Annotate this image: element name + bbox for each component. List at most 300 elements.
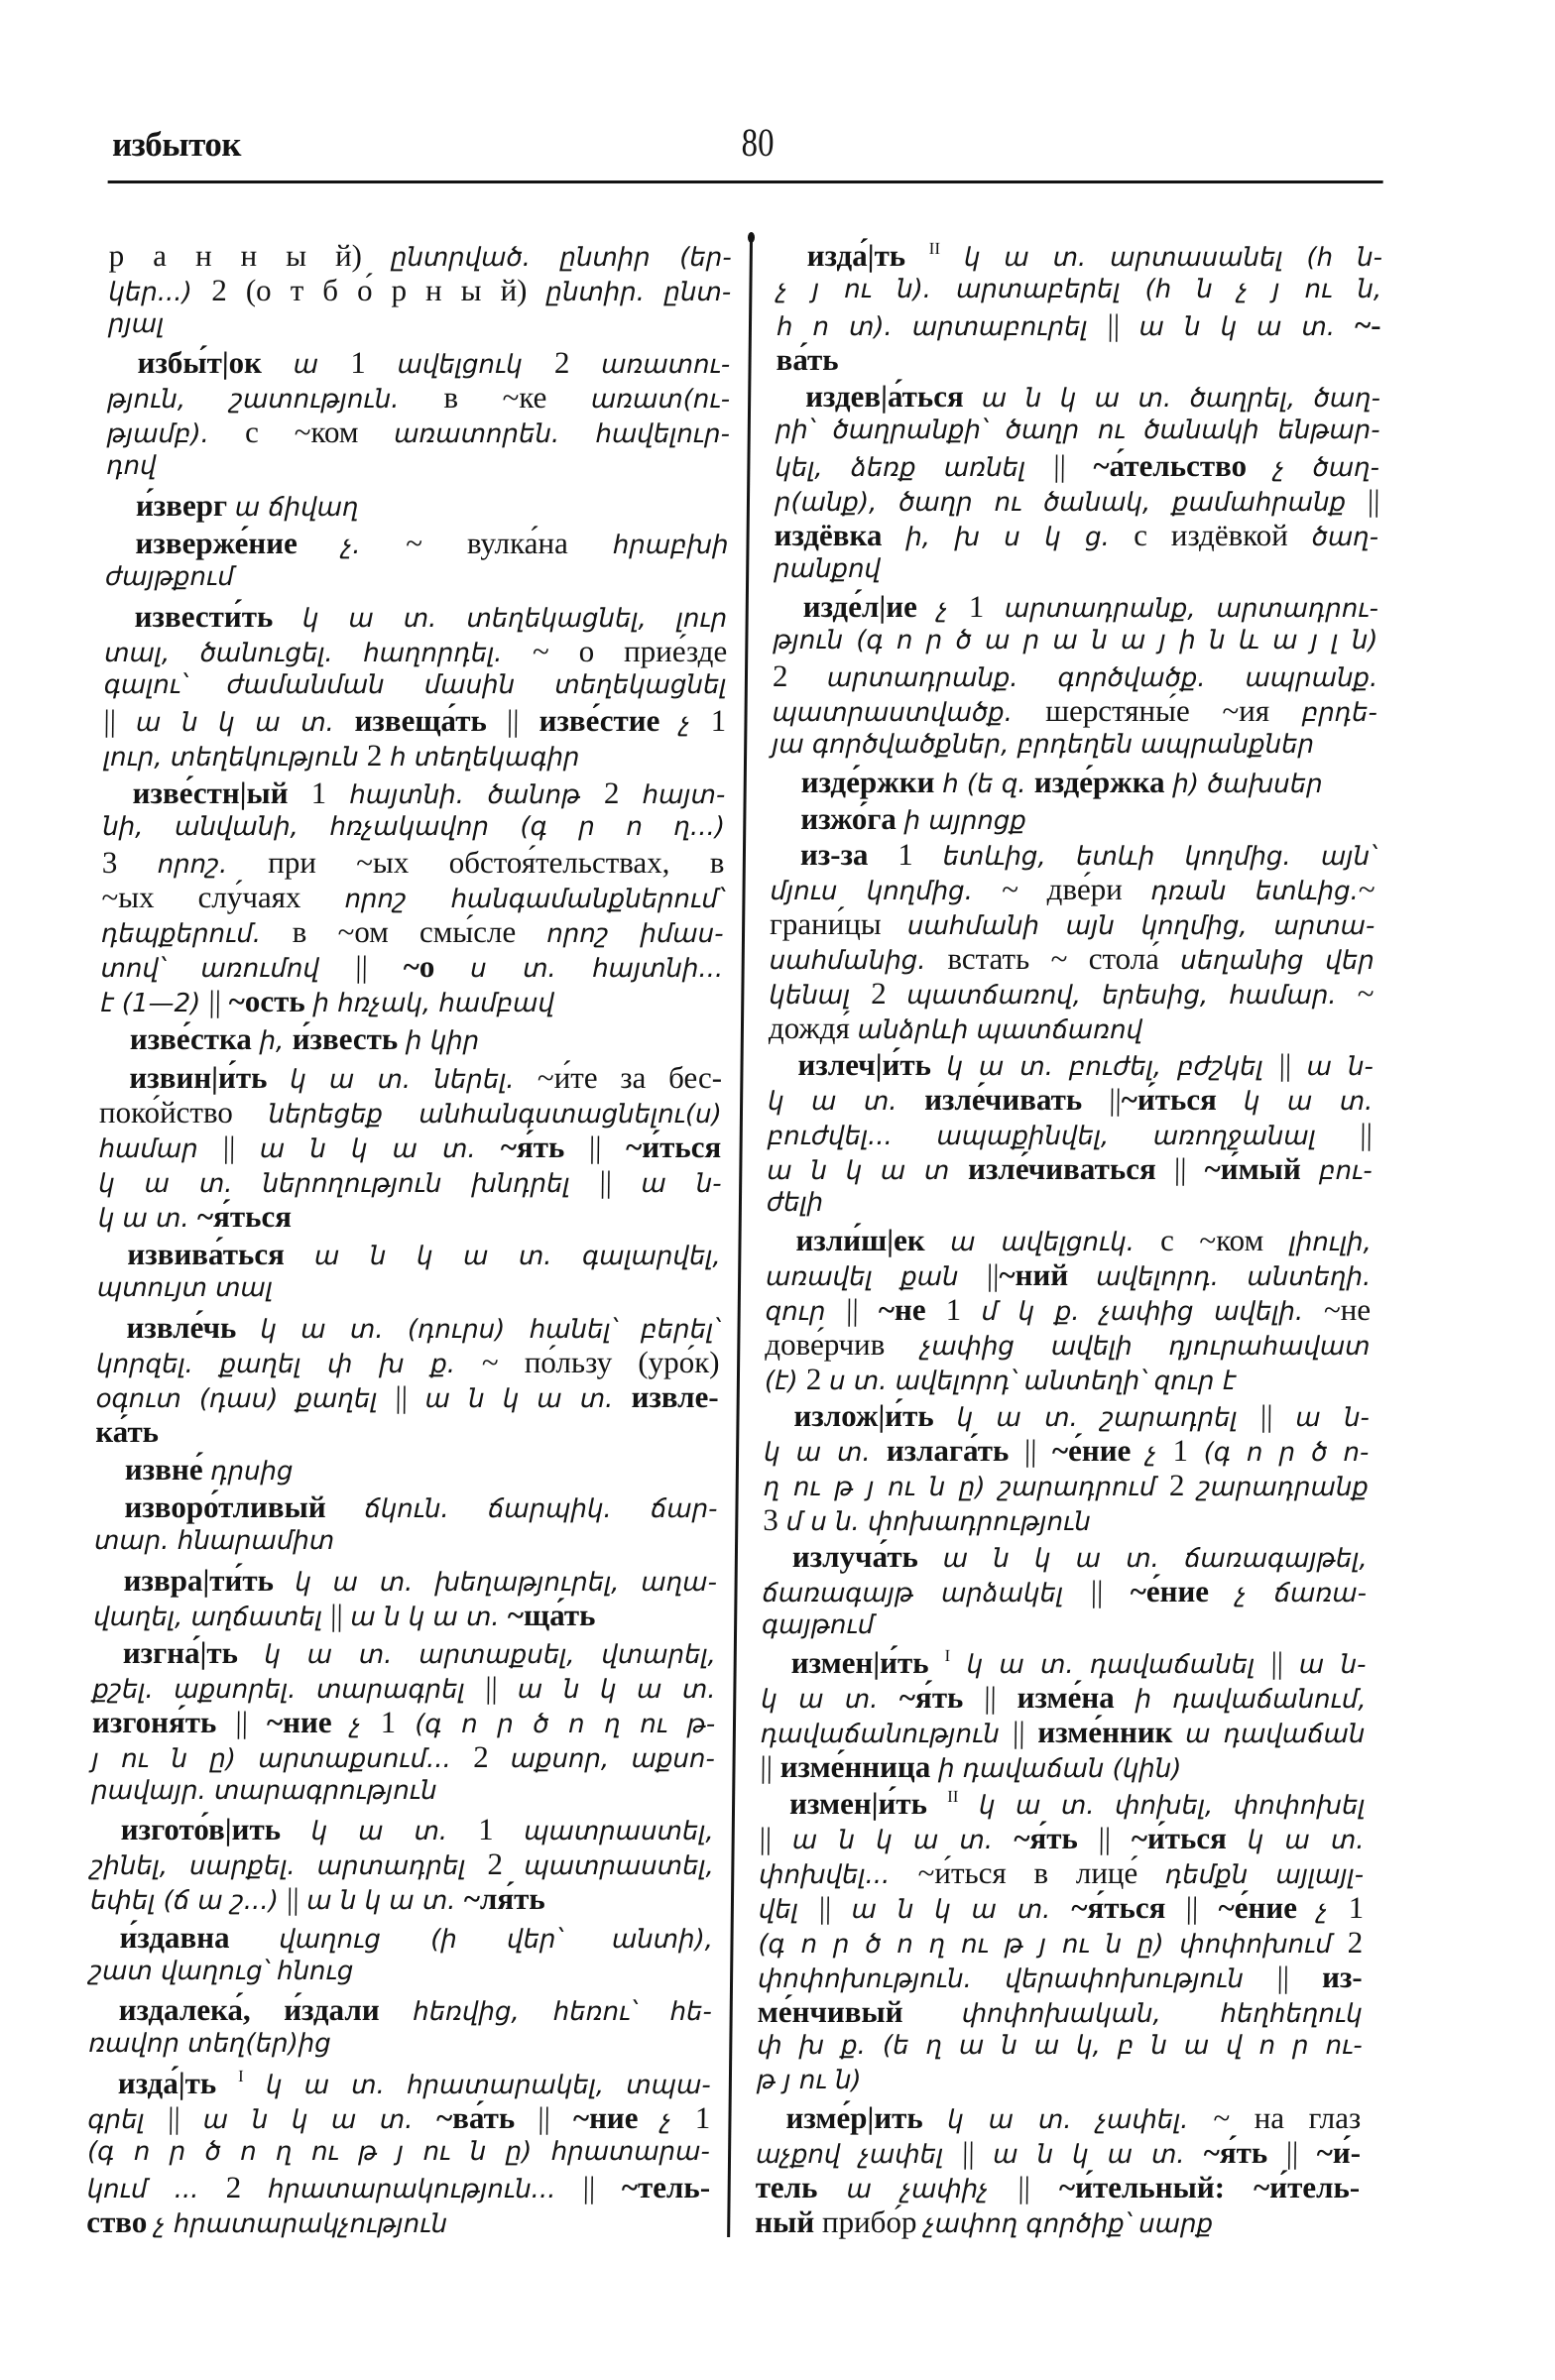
entry-line bbox=[769, 976, 1374, 1011]
headword: ство bbox=[86, 2203, 156, 2239]
armenian-text: չ bbox=[1317, 1894, 1349, 1925]
russian-text: 2 bbox=[487, 1846, 525, 1882]
line-text bbox=[106, 449, 157, 487]
entry-line bbox=[107, 380, 730, 415]
armenian-text: տով՝ առումով bbox=[100, 953, 356, 984]
armenian-text: աչքով չափել bbox=[755, 2139, 963, 2170]
dictionary-entry bbox=[772, 589, 1378, 763]
armenian-text: քշել. աքսորել. տարագրել bbox=[92, 1675, 486, 1706]
entry-line bbox=[776, 414, 1380, 448]
armenian-text: թյամբ). bbox=[106, 419, 246, 450]
armenian-text: գալու՝ ժամանման մասին տեղեկացնել bbox=[103, 669, 727, 700]
armenian-text: կ ա տ. չափել. bbox=[947, 2104, 1214, 2135]
headword: ~е́ние bbox=[1051, 1433, 1147, 1469]
armenian-text: ա ն կ ա տ. գալարվել, bbox=[313, 1242, 721, 1272]
headword: извле- bbox=[631, 1378, 719, 1414]
armenian-text: ծաղ- bbox=[1311, 522, 1379, 552]
headword: ~ща́ть bbox=[507, 1597, 596, 1632]
line-text bbox=[769, 1011, 1143, 1051]
armenian-text: հ (ե զ. bbox=[941, 769, 1035, 799]
entry-line bbox=[767, 1151, 1372, 1186]
armenian-text: ա ն կ ա տ. bbox=[135, 707, 355, 738]
line-text bbox=[91, 1774, 437, 1812]
entry-line bbox=[764, 1398, 1369, 1433]
russian-text: ~ых слу́чаях bbox=[101, 879, 345, 914]
armenian-text: րի՝ ծաղրանքի՝ ծաղր ու ծանակի ենթար- bbox=[775, 415, 1380, 445]
entry-line bbox=[100, 949, 723, 984]
armenian-text: ի հռչակ, համբավ bbox=[312, 988, 555, 1018]
headword: ~е́ние bbox=[1218, 1889, 1318, 1925]
russian-text: || bbox=[1367, 482, 1380, 518]
russian-text: ~ по́льзу (уро́к) bbox=[481, 1344, 720, 1379]
armenian-text: կ ա տ. ներողություն խնդրել bbox=[98, 1168, 600, 1199]
running-head: избыток bbox=[111, 125, 242, 164]
entry-line bbox=[91, 1812, 714, 1846]
russian-text: || bbox=[168, 2099, 203, 2135]
russian-text: || bbox=[818, 1889, 852, 1925]
entry-line bbox=[107, 345, 730, 380]
entry-line bbox=[773, 624, 1377, 658]
armenian-text: կ ա տ. bbox=[761, 1684, 900, 1715]
headword: измен|и́ть bbox=[788, 1785, 948, 1821]
armenian-text: լուր, տեղեկություն bbox=[102, 742, 368, 773]
armenian-text: ավելցուկ bbox=[397, 350, 555, 381]
russian-text: ~ вулка́на bbox=[405, 526, 614, 561]
dictionary-entry bbox=[760, 1645, 1367, 1784]
armenian-text: կ ա տ. արտաքսել, վտարել, bbox=[264, 1640, 717, 1671]
line-text bbox=[757, 2064, 862, 2101]
armenian-text: պատճառով, երեսից, համար. bbox=[906, 981, 1358, 1012]
headword: ~и́- bbox=[1316, 2134, 1362, 2170]
russian-text: || bbox=[582, 2169, 623, 2204]
armenian-text: ա ն կ ա տ. bbox=[350, 1602, 509, 1632]
line-text bbox=[774, 552, 881, 590]
armenian-text: ա ն կ ա տ. bbox=[993, 2139, 1204, 2170]
russian-text: || bbox=[1259, 1398, 1296, 1434]
entry-line bbox=[777, 307, 1381, 342]
entry-line bbox=[91, 1739, 714, 1774]
russian-text: 2 bbox=[603, 774, 643, 810]
dictionary-entry bbox=[86, 2066, 711, 2239]
armenian-text: ա bbox=[293, 350, 351, 381]
armenian-text: հեռվից, հեռու՝ հե- bbox=[413, 1997, 713, 2028]
entry-line bbox=[760, 1786, 1365, 1821]
entry-line bbox=[96, 1345, 719, 1379]
homonym-index: I bbox=[944, 1645, 951, 1665]
headword: извин|и́ть bbox=[129, 1059, 291, 1095]
armenian-text: կ ա տ. փոխել, փոփոխել bbox=[958, 1790, 1366, 1821]
headword: ~ние bbox=[266, 1705, 351, 1740]
armenian-text: շինել, սարքել. արտադրել bbox=[90, 1851, 488, 1882]
russian-text: 2 bbox=[871, 976, 907, 1012]
headword: ~е́ние bbox=[1130, 1574, 1237, 1609]
armenian-text: կ ա տ. bbox=[310, 1817, 479, 1847]
russian-text: с ~ком bbox=[244, 415, 395, 450]
entry-line bbox=[104, 668, 727, 703]
armenian-text: կ ա տ. խեղաթյուրել, աղա- bbox=[295, 1567, 718, 1598]
line-text bbox=[90, 1881, 545, 1922]
entry-line bbox=[772, 728, 1376, 763]
dictionary-entry bbox=[755, 2100, 1362, 2239]
russian-text: 1 bbox=[945, 1292, 982, 1328]
dictionary-entry bbox=[771, 801, 1376, 836]
headword: ~- bbox=[1354, 307, 1381, 342]
entry-line bbox=[89, 1920, 712, 1955]
headword: издалека́, и́здали bbox=[118, 1992, 414, 2028]
line-text bbox=[755, 2204, 1213, 2245]
russian-text: || bbox=[962, 2134, 994, 2170]
headword: изде́ржки bbox=[800, 764, 943, 799]
dictionary-entry bbox=[105, 526, 729, 595]
headword: ~ние bbox=[572, 2099, 661, 2135]
entry-line bbox=[764, 1433, 1369, 1468]
line-text bbox=[777, 307, 1381, 348]
russian-text: 1 bbox=[1172, 1433, 1204, 1469]
headword: излага́ть bbox=[886, 1433, 1025, 1469]
armenian-text: թյուն (գ ո ր ծ ա ր ա ն ա յ ի ն և ա յ լ ն) bbox=[773, 625, 1378, 655]
line-text bbox=[108, 307, 165, 345]
armenian-text: սեղանից վեր bbox=[1180, 946, 1375, 977]
armenian-text: րյալ bbox=[107, 309, 165, 339]
armenian-text: ավելորդ. անտեղի. bbox=[1095, 1262, 1372, 1293]
entry-line bbox=[98, 1130, 721, 1164]
russian-text: ~ на глаз bbox=[1213, 2099, 1362, 2135]
headword: изворо́тливый bbox=[124, 1489, 365, 1525]
armenian-text: ա ն- bbox=[1306, 1052, 1374, 1083]
headword: и́звесть bbox=[292, 1021, 407, 1057]
armenian-text: ս տ. ավելորդ՝ անտեղի՝ զուր է bbox=[828, 1367, 1237, 1397]
headword: ~а́тельство bbox=[1093, 447, 1275, 483]
left-column bbox=[86, 238, 732, 2239]
homonym-index: II bbox=[928, 239, 941, 258]
russian-text: || bbox=[1278, 1047, 1307, 1083]
line-text bbox=[108, 273, 731, 313]
dictionary-entry bbox=[106, 345, 731, 484]
line-text bbox=[125, 1452, 294, 1492]
dictionary-entry bbox=[91, 1635, 716, 1809]
headword: ~я́ть bbox=[1203, 2134, 1287, 2170]
line-text bbox=[772, 728, 1314, 766]
armenian-text: յ ու ն ը) արտաքսում... bbox=[91, 1744, 474, 1775]
entry-line bbox=[104, 599, 727, 634]
russian-text: || bbox=[485, 1670, 519, 1706]
headword: извести́ть bbox=[134, 598, 303, 634]
entry-line bbox=[768, 1082, 1373, 1117]
armenian-text: (գ ո ր ծ ո- bbox=[1203, 1438, 1370, 1469]
armenian-text: հրատարակություն... bbox=[267, 2174, 583, 2204]
armenian-text: հայտ- bbox=[642, 779, 726, 810]
russian-text: || bbox=[506, 702, 539, 738]
line-text bbox=[757, 2029, 1363, 2067]
line-text bbox=[94, 1524, 334, 1562]
russian-text: шерстяны́е ~ия bbox=[1045, 692, 1303, 728]
russian-text: || bbox=[984, 1679, 1017, 1715]
russian-text: в ~ке bbox=[443, 380, 592, 416]
line-text bbox=[86, 2204, 447, 2245]
armenian-text: չ bbox=[350, 1710, 381, 1740]
armenian-text: շարադրանք bbox=[1197, 1473, 1370, 1503]
armenian-text: առատ(ու- bbox=[590, 385, 731, 416]
armenian-text: դավաճանություն bbox=[760, 1719, 1014, 1749]
headword: изгна́|ть bbox=[122, 1635, 265, 1671]
armenian-text: կեր...) bbox=[108, 278, 212, 307]
armenian-text: ա ն- bbox=[1298, 1649, 1367, 1680]
armenian-text: կ ա տ. bbox=[97, 1203, 198, 1234]
russian-text: 1 bbox=[1348, 1889, 1365, 1925]
armenian-text: չափից ավելի դյուրահավատ bbox=[920, 1332, 1371, 1363]
entry-line bbox=[766, 1257, 1371, 1292]
entry-line bbox=[772, 765, 1376, 799]
armenian-text: կենալ bbox=[769, 981, 872, 1012]
russian-text: 1 bbox=[478, 1812, 525, 1847]
dictionary-entry bbox=[100, 775, 726, 1018]
armenian-text: ընտրված. ընտիր (եր- bbox=[390, 243, 732, 273]
entry-line bbox=[103, 703, 726, 738]
dictionary-entry bbox=[93, 1563, 717, 1632]
armenian-text: զուր bbox=[765, 1297, 847, 1328]
entry-line bbox=[766, 1223, 1371, 1257]
entry-line bbox=[758, 1925, 1363, 1960]
dictionary-entry bbox=[772, 765, 1376, 799]
armenian-text: գայթում bbox=[761, 1610, 875, 1641]
headword: изме́нник bbox=[1037, 1714, 1186, 1749]
russian-text: в ~ом смы́сле bbox=[292, 913, 547, 949]
armenian-text: պատրաստվածք. bbox=[772, 697, 1046, 728]
russian-text: 1 bbox=[380, 1705, 416, 1740]
entry-line bbox=[102, 775, 725, 810]
line-text bbox=[801, 765, 1323, 805]
entry-line bbox=[98, 1164, 721, 1199]
armenian-text: հ ո տ). արտաբուրել bbox=[776, 312, 1108, 342]
headword: извне́ bbox=[124, 1451, 211, 1487]
armenian-text: բրդե- bbox=[1301, 697, 1378, 728]
entry-line bbox=[758, 1994, 1363, 2029]
armenian-text: ա ավելցուկ. bbox=[950, 1228, 1161, 1258]
line-text bbox=[130, 1021, 480, 1062]
russian-text: грани́цы bbox=[769, 906, 908, 942]
russian-text: р а н н ы й) bbox=[108, 238, 392, 273]
line-text bbox=[100, 984, 554, 1024]
headword: изгото́в|ить bbox=[120, 1812, 311, 1847]
line-text bbox=[776, 342, 839, 383]
armenian-text: մ ս ն. փոխադրություն bbox=[785, 1507, 1091, 1538]
line-text bbox=[776, 414, 1380, 451]
headword: извле́чь bbox=[126, 1309, 261, 1345]
russian-text: 2 bbox=[225, 2169, 269, 2204]
entry-line bbox=[761, 1715, 1366, 1749]
russian-text: || bbox=[1285, 2134, 1318, 2170]
armenian-text: տալ, ծանուցել. հաղորդել. bbox=[104, 638, 534, 668]
armenian-text: ղ ու թ յ ու ն ը) շարադրում bbox=[763, 1473, 1170, 1503]
armenian-text: ա ն կ ա տ. ճառագայթել, bbox=[942, 1544, 1368, 1575]
headword: из-за bbox=[799, 837, 898, 873]
russian-text: поко́йство bbox=[98, 1094, 269, 1130]
entry-line bbox=[102, 845, 725, 880]
dictionary-entry bbox=[774, 379, 1380, 587]
dictionary-entry bbox=[103, 599, 728, 773]
entry-line bbox=[773, 658, 1377, 693]
armenian-text: աքսոր, աքսո- bbox=[510, 1744, 716, 1775]
russian-text: ~ bbox=[1357, 976, 1375, 1012]
dictionary-entry bbox=[769, 837, 1376, 1045]
russian-text: 2 bbox=[1347, 1924, 1364, 1960]
russian-text: с издёвкой bbox=[1134, 517, 1312, 552]
headword: изда́|ть bbox=[806, 238, 929, 273]
dictionary-entry bbox=[95, 1310, 720, 1449]
armenian-text: հրաբխի bbox=[612, 531, 729, 561]
line-text bbox=[763, 1502, 1091, 1543]
armenian-text: ա ն կ ա տ. bbox=[851, 1894, 1072, 1925]
dictionary-entry bbox=[89, 1920, 713, 1989]
entry-line bbox=[759, 1890, 1364, 1925]
entry-line bbox=[766, 1292, 1371, 1327]
armenian-text: ի, խ ս կ ց. bbox=[905, 522, 1135, 552]
dictionary-entry bbox=[100, 1021, 723, 1056]
dictionary-entry bbox=[90, 1812, 714, 1916]
russian-text: прибо́р bbox=[821, 2203, 925, 2239]
russian-text: ~и́ться в лице́ bbox=[917, 1854, 1166, 1890]
headword: ~и́тельный: ~и́тель- bbox=[1058, 2169, 1361, 2204]
russian-text: 2 bbox=[553, 345, 602, 381]
russian-text: 2 bbox=[473, 1739, 511, 1775]
armenian-text: չ bbox=[679, 707, 711, 738]
russian-text: ~ о прие́зде bbox=[532, 633, 728, 668]
entry-line bbox=[761, 1680, 1366, 1715]
armenian-text: (գ ո ր ծ ո ղ ու թ յ ու ն ը) փոփոխում bbox=[758, 1929, 1348, 1960]
russian-text: || bbox=[759, 1820, 793, 1855]
line-text bbox=[767, 1151, 1373, 1192]
armenian-text: ա ն- bbox=[641, 1168, 722, 1199]
russian-text: || bbox=[103, 702, 137, 738]
armenian-text: համար bbox=[98, 1133, 223, 1164]
homonym-index: II bbox=[947, 1786, 959, 1806]
armenian-text: պտույտ տալ bbox=[96, 1273, 274, 1304]
entry-line bbox=[771, 801, 1376, 836]
russian-text: || bbox=[846, 1292, 880, 1328]
russian-text: 3 bbox=[763, 1502, 786, 1538]
line-text bbox=[765, 1362, 1237, 1402]
entry-line bbox=[90, 1846, 713, 1881]
headword: изме́р|ить bbox=[785, 2099, 948, 2135]
russian-text: ~ bbox=[1358, 872, 1376, 907]
russian-text: || bbox=[1053, 447, 1094, 483]
armenian-text: չափող գործիք՝ սարք bbox=[923, 2208, 1214, 2239]
line-text bbox=[95, 1379, 718, 1420]
russian-text: || bbox=[1270, 1644, 1300, 1680]
russian-text: || bbox=[235, 1705, 268, 1740]
headword: изли́ш|ек bbox=[795, 1223, 951, 1258]
entry-line bbox=[92, 1670, 715, 1705]
armenian-text: բուժվել... ապաքինվել, առողջանալ bbox=[767, 1122, 1361, 1152]
line-text bbox=[762, 1608, 875, 1646]
armenian-text: կ ա տ. ներել. bbox=[290, 1064, 538, 1095]
entry-line bbox=[92, 1705, 715, 1739]
russian-text: дове́рчив bbox=[765, 1327, 921, 1363]
armenian-text: հայտնի. ծանոթ bbox=[349, 779, 605, 810]
armenian-text: ի) ծախսեր bbox=[1172, 769, 1323, 799]
line-text bbox=[773, 624, 1377, 661]
headword: избы́т|ок bbox=[137, 345, 294, 381]
armenian-text: րանքով bbox=[774, 553, 882, 584]
headword: изле́чиваться bbox=[967, 1151, 1175, 1187]
armenian-text: առավել քան bbox=[765, 1262, 988, 1293]
armenian-text: ա ն կ ա տ. bbox=[259, 1133, 502, 1164]
russian-text: с ~ком bbox=[1159, 1223, 1289, 1258]
entry-line bbox=[89, 1992, 712, 2027]
entry-line bbox=[765, 1327, 1370, 1362]
armenian-text: չ bbox=[937, 593, 970, 624]
armenian-text: մ կ ք. չափից ավելի. bbox=[981, 1297, 1325, 1328]
dictionary-entry bbox=[106, 488, 729, 523]
armenian-text: չ յ ու ն). արտաբերել (հ ն չ յ ու ն, bbox=[777, 275, 1382, 304]
entry-line bbox=[108, 273, 731, 307]
armenian-text: դռան ետևից. bbox=[1150, 877, 1360, 907]
headword: изле́чивать bbox=[923, 1082, 1110, 1118]
entry-line bbox=[764, 1468, 1369, 1502]
headword: излож|и́ть bbox=[793, 1398, 957, 1434]
armenian-text: թյուն, շատություն. bbox=[106, 385, 444, 416]
line-text bbox=[103, 738, 580, 778]
entry-line bbox=[774, 518, 1378, 552]
headword: изверже́ние bbox=[135, 526, 343, 561]
armenian-text: պատրաստել, bbox=[524, 1851, 715, 1882]
armenian-text: ի կիր bbox=[405, 1026, 480, 1057]
armenian-text: կ ա տ. bbox=[1247, 1825, 1365, 1855]
line-text bbox=[107, 415, 731, 455]
headword: ва́ть bbox=[776, 342, 839, 377]
line-text bbox=[87, 2135, 710, 2173]
headword: ~и́ться bbox=[1121, 1082, 1245, 1118]
armenian-text: առատու- bbox=[601, 350, 731, 381]
armenian-text: փ խ ք. (ե ղ ա ն ա կ, բ ն ա վ ո ր ու- bbox=[757, 2030, 1363, 2061]
armenian-text: չ bbox=[1145, 1438, 1173, 1469]
russian-text: || bbox=[1090, 1574, 1131, 1609]
armenian-text: (է) bbox=[764, 1367, 807, 1397]
armenian-text: յա գործվածքներ, բրդեղեն ապրանքներ bbox=[772, 729, 1315, 760]
line-text bbox=[777, 273, 1381, 310]
armenian-text: ա ճիվաղ bbox=[234, 492, 359, 523]
entry-line bbox=[101, 880, 724, 914]
headword: изда́|ть bbox=[117, 2065, 239, 2100]
armenian-text: ներեցեք անհանգստացնելու(ս) bbox=[268, 1099, 722, 1130]
armenian-text: փոխվել... bbox=[759, 1859, 918, 1890]
armenian-text: սահմանի այն կողմից, արտա- bbox=[906, 911, 1376, 942]
entry-line bbox=[777, 273, 1381, 307]
armenian-text: ր(անք), ծաղր ու ծանակ, քամահրանք bbox=[774, 487, 1369, 518]
russian-text: || bbox=[1023, 1433, 1053, 1469]
armenian-text: ա դավաճան bbox=[1185, 1719, 1366, 1749]
armenian-text: ա ն կ ա տ. ծաղրել, ծաղ- bbox=[981, 383, 1381, 414]
headword: ~ва́ть bbox=[435, 2099, 538, 2135]
russian-text: 2 (о т б о́ р н ы й) bbox=[211, 273, 546, 307]
line-text bbox=[105, 560, 234, 598]
headword: ~я́ть bbox=[500, 1129, 590, 1164]
headword: ~я́ться bbox=[196, 1198, 293, 1234]
armenian-text: ճկուն. ճարպիկ. ճար- bbox=[364, 1494, 718, 1525]
dictionary-entry bbox=[95, 1452, 718, 1487]
headword: ~я́ть bbox=[898, 1679, 985, 1715]
armenian-text: գրել bbox=[87, 2104, 169, 2135]
entry-line bbox=[88, 2066, 711, 2100]
russian-text: при ~ых обстоя́тельствах, в bbox=[268, 844, 725, 880]
armenian-text: չ ծաղ- bbox=[1273, 452, 1380, 483]
armenian-text: ռավոր տեղ(եր)ից bbox=[88, 2029, 331, 2060]
armenian-text: ետևից, ետևի կողմից. այն՝ bbox=[942, 842, 1376, 873]
armenian-text: վաղուց (ի վեր՝ անտի), bbox=[279, 1924, 714, 1955]
page-number: 80 bbox=[741, 120, 775, 165]
armenian-text: ա ն կ ա տ. bbox=[791, 1825, 1015, 1855]
armenian-text: որոշ. bbox=[157, 849, 269, 880]
